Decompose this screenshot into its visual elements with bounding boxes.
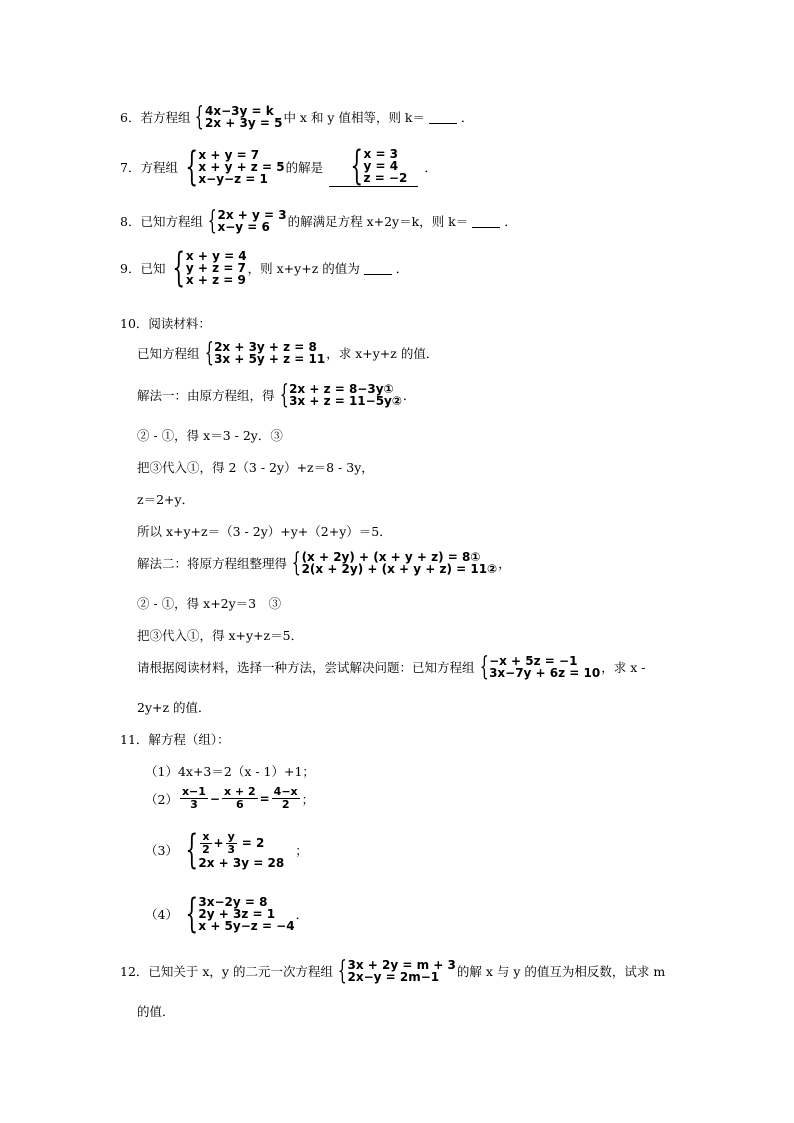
- q12-cont: [137, 1002, 175, 1020]
- q11-p2-f2-den: 6: [235, 798, 244, 811]
- q11-part3: [145, 827, 308, 873]
- q10-task-eq1: −x + 5z = −1: [489, 654, 578, 668]
- q9-middle: ，则 x+y+z 的值为: [247, 261, 360, 276]
- q10-task-cont: [137, 698, 211, 716]
- q10-m1-step4-text: 所以 x+y+z＝（3 - 2y）+y+（2+y）＝5．: [137, 524, 392, 539]
- q11-p2-label: （2）: [145, 791, 178, 807]
- question-11-title: [120, 730, 230, 748]
- q10-given-system: [201, 340, 326, 366]
- q7-ans3: z = −2: [363, 171, 408, 185]
- q11-p2-frac2: [222, 786, 258, 811]
- q6-eq2: 2x + 3y = 5: [205, 116, 283, 130]
- q10-m2-step1: [137, 594, 281, 612]
- q10-m1-step4: [137, 522, 392, 540]
- q10-task-eq2: 3x−7y + 6z = 10: [489, 666, 601, 680]
- q10-task-system: [476, 654, 601, 680]
- q10-m1-step2: [137, 458, 374, 476]
- q11-p3-plus: +: [213, 836, 224, 850]
- q12-number: 12．: [120, 964, 149, 979]
- question-9: [120, 245, 409, 291]
- q9-answer-blank[interactable]: [364, 262, 392, 275]
- q11-p2-op: −: [209, 791, 220, 806]
- q11-part2: [145, 786, 314, 811]
- q7-ans1: x = 3: [363, 147, 399, 161]
- q10-task: [137, 654, 645, 680]
- q6-number: 6．: [120, 110, 141, 125]
- q10-m2-prefix: 解法二：将原方程组整理得: [137, 556, 288, 571]
- q10-m1-eq-suffix: ．: [403, 388, 416, 403]
- q6-system: [191, 104, 282, 130]
- q11-p4-end: ．: [295, 907, 309, 922]
- q10-m1-eq1: 2x + z = 8−3y①: [289, 382, 394, 396]
- q7-number: 7．: [120, 159, 141, 175]
- q11-p3-end: ；: [295, 843, 308, 858]
- q10-m2-system: [288, 550, 497, 576]
- q7-ans2: y = 4: [363, 159, 399, 173]
- q11-p4-eq1: 3x−2y = 8: [198, 895, 268, 909]
- q10-m1-step3: [137, 490, 194, 508]
- q8-answer-blank[interactable]: [472, 215, 500, 228]
- question-6: [120, 104, 474, 130]
- q9-eq1: x + y = 4: [185, 249, 247, 263]
- q7-middle: 的解是: [285, 159, 324, 175]
- q11-p4-eq3: x + 5y−z = −4: [198, 919, 295, 933]
- q9-number: 9．: [120, 261, 141, 276]
- q11-p1-text: 4x+3＝2（x - 1）+1；: [177, 764, 315, 779]
- q12-eq2: 2x−y = 2m−1: [347, 970, 440, 984]
- q11-part4: [145, 891, 309, 937]
- q8-system: [204, 208, 287, 234]
- q6-eq1: 4x−3y = k: [205, 104, 274, 118]
- q11-p4-label: （4）: [145, 907, 178, 922]
- q8-middle: 的解满足方程 x+2y＝k，则 k＝: [287, 214, 469, 229]
- q10-m2-eq-suffix: ，: [498, 556, 511, 571]
- brace-icon: {: [479, 652, 489, 682]
- q10-method2: [137, 550, 511, 576]
- q8-end: ．: [504, 214, 517, 229]
- q12-cont-text: 的值．: [137, 1004, 175, 1019]
- q10-m1-step2-text: 把③代入①，得 2（3 - 2y）+z＝8 - 3y，: [137, 460, 374, 475]
- q9-eq2: y + z = 7: [185, 261, 246, 275]
- q11-p2-f1-den: 3: [190, 798, 198, 811]
- q12-system: [334, 958, 456, 984]
- q10-m1-system: [276, 382, 403, 408]
- q11-p3-frac1: [200, 831, 211, 856]
- q11-part1: [145, 762, 315, 780]
- q11-p3-rhs: = 2: [241, 836, 265, 850]
- q10-method1: [137, 382, 416, 408]
- q10-m2-step2-text: 把③代入①，得 x+y+z＝5．: [137, 628, 304, 643]
- q10-m2-eq2: 2(x + 2y) + (x + y + z) = 11②: [301, 562, 498, 576]
- q12-eq1: 3x + 2y = m + 3: [347, 958, 456, 972]
- q10-title: 阅读材料：: [148, 316, 211, 331]
- q10-m2-eq1: (x + 2y) + (x + y + z) = 8①: [301, 550, 481, 564]
- q10-number: 10．: [120, 316, 149, 331]
- q11-number: 11．: [120, 732, 149, 747]
- question-8: [120, 208, 517, 234]
- q11-p3-f2-den: 3: [227, 842, 235, 856]
- q8-number: 8．: [120, 214, 141, 229]
- brace-icon: {: [291, 548, 301, 578]
- q10-task-cont-text: 2y+z 的值．: [137, 700, 211, 715]
- q7-eq1: x + y = 7: [198, 147, 260, 162]
- q10-m2-step1-text: ② - ①，得 x+2y＝3 ③: [137, 596, 282, 611]
- q11-p2-f1-num: x−1: [181, 785, 206, 798]
- q11-p3-f2-num: y: [227, 829, 235, 843]
- question-7: [120, 143, 437, 190]
- q10-m1-step3-text: z＝2+y．: [137, 492, 195, 507]
- q10-m1-prefix: 解法一：由原方程组，得: [137, 388, 275, 403]
- q11-p2-frac3: [272, 786, 300, 811]
- q11-p2-eq: =: [259, 791, 270, 806]
- q11-p4-system: [179, 891, 295, 937]
- question-10-title: [120, 314, 211, 332]
- q7-eq2: x + y + z = 5: [198, 159, 285, 174]
- q7-answer: [329, 143, 418, 189]
- q11-p3-label: （3）: [145, 843, 178, 858]
- brace-icon: {: [185, 891, 199, 937]
- q11-p1-label: （1）: [145, 764, 178, 779]
- brace-icon: {: [204, 338, 214, 368]
- q7-prefix: 方程组: [140, 159, 178, 175]
- q8-eq2: x−y = 6: [217, 220, 270, 234]
- q7-system: [179, 143, 285, 190]
- q8-prefix: 已知方程组: [140, 214, 203, 229]
- q10-m2-step2: [137, 626, 303, 644]
- q11-p2-frac1: [180, 786, 208, 811]
- question-12: [120, 958, 665, 984]
- q10-given-prefix: 已知方程组: [137, 346, 200, 361]
- q6-end: ．: [461, 110, 474, 125]
- q9-system: [166, 245, 247, 291]
- q11-p2-f2-num: x + 2: [223, 785, 256, 798]
- q10-given-eq1: 2x + 3y + z = 8: [214, 340, 317, 354]
- q10-given-eq2: 3x + 5y + z = 11: [214, 352, 326, 366]
- q11-title: 解方程（组）：: [148, 732, 230, 747]
- q9-eq3: x + z = 9: [185, 273, 246, 287]
- q10-m1-eq2: 3x + z = 11−5y②: [289, 394, 403, 408]
- q11-p2-f3-den: 2: [281, 798, 290, 811]
- q10-task-prefix: 请根据阅读材料，选择一种方法，尝试解决问题：已知方程组: [137, 660, 475, 675]
- q8-eq1: 2x + y = 3: [217, 208, 287, 222]
- q12-prefix: 已知关于 x，y 的二元一次方程组: [148, 964, 333, 979]
- q11-p3-f1-den: 2: [202, 842, 210, 856]
- brace-icon: {: [185, 827, 199, 873]
- q6-answer-blank[interactable]: [429, 111, 457, 124]
- q10-given-suffix: ，求 x+y+z 的值．: [326, 346, 439, 361]
- brace-icon: {: [279, 380, 289, 410]
- q6-middle: 中 x 和 y 值相等，则 k＝: [283, 110, 426, 125]
- brace-icon: {: [172, 245, 186, 291]
- q11-p3-frac2: [226, 831, 237, 856]
- q9-end: ．: [395, 261, 409, 276]
- q11-p3-system: [179, 827, 285, 873]
- q9-prefix: 已知: [140, 261, 166, 276]
- brace-icon: {: [337, 956, 347, 986]
- q11-p3-eq2: 2x + 3y = 28: [198, 855, 285, 870]
- q11-p2-end: ；: [301, 791, 315, 807]
- brace-icon: {: [207, 206, 217, 236]
- q7-eq3: x−y−z = 1: [198, 171, 268, 186]
- brace-icon: {: [185, 143, 199, 190]
- brace-icon: {: [350, 143, 364, 189]
- q11-p2-f3-num: 4−x: [273, 785, 298, 798]
- q11-p3-f1-num: x: [202, 829, 210, 843]
- q12-suffix: 的解 x 与 y 的值互为相反数，试求 m: [456, 964, 666, 979]
- q6-prefix: 若方程组: [140, 110, 191, 125]
- q11-p4-eq2: 2y + 3z = 1: [198, 907, 276, 921]
- q7-end: ．: [424, 159, 437, 175]
- q10-given: [137, 340, 438, 366]
- brace-icon: {: [195, 102, 205, 132]
- q10-m1-step1: [137, 426, 283, 444]
- q10-task-suffix: ，求 x -: [601, 660, 646, 675]
- q10-m1-step1-text: ② - ①，得 x＝3 - 2y．③: [137, 428, 283, 443]
